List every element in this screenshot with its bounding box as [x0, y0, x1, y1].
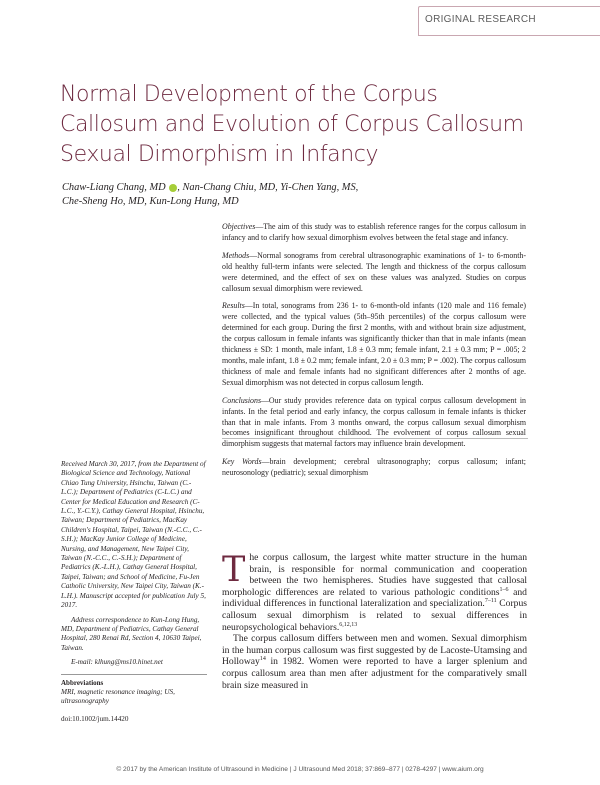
methods-label: Methods — [222, 250, 250, 260]
authors-line2: Che-Sheng Ho, MD, Kun-Long Hung, MD — [62, 196, 239, 207]
abbreviations-text: MRI, magnetic resonance imaging; US, ultrasonography — [61, 687, 175, 706]
received-info: Received March 30, 2017, from the Department of Biological Science and Technology, National Chiao Tung University, Hsinchu, Taiwan (C.-L.C.); Department of Pediatrics (C-L.C.) and Center for Medical Education and Research (C-L.C., Y.-C.Y.), Cathay General Hospital, Hsinchu, Taiwan; Department of Pediatrics, MacKay Children's Hospital, Taipei, Taiwan (N.-C.C., C.-S.H.); MacKay Junior College of Medicine, Nursing, and Management, New Taipei City, Taiwan (N.-C.C., C.-S.H.); Department of Pediatrics (K.-L.H.), Cathay General Hospital, Taipei, Taiwan; and School of Medicine, Fu-Jen Catholic University, New Taipei City, Taiwan (K.-L.H.). Manuscript accepted for publication July 5, 2017. — [61, 460, 206, 610]
article-info-sidebar — [61, 460, 207, 724]
conclusions-text: —Our study provides reference data on typical corpus callosum development in infants. In the fetal period and early infancy, the corpus callosum in female infants is thicker than that in male infants. From 3 months onward, the corpus callosum sexual dimorphism becomes insignificant throughout childhood. The evolvement of corpus callosum sexual dimorphism suggests that maternal factors may influence brain development. — [222, 395, 526, 449]
results-label: Results — [222, 301, 245, 311]
keywords-label: Key Words — [222, 457, 262, 467]
abstract-divider — [222, 438, 528, 439]
abstract-results — [222, 301, 526, 388]
abstract-conclusions — [222, 396, 526, 451]
correspondence-info: Address correspondence to Kun-Long Hung, MD, Department of Pediatrics, Cathay General Hospital, 280 Renai Rd, Section 4, 10630 Taipei, Taiwan. — [61, 615, 202, 652]
abstract — [222, 222, 526, 486]
abstract-objectives — [222, 222, 526, 244]
objectives-label: Objectives — [222, 222, 256, 231]
abstract-keywords — [222, 457, 526, 479]
citation-ref[interactable]: 1–6 — [499, 586, 509, 593]
keywords-text: —brain development; cerebral ultrasonography; corpus callosum; infant; neurosonology (pediatric); sexual dimorphism — [222, 457, 527, 478]
body-p1-part-b: and individual differences in functional lateralization and specialization. — [222, 586, 527, 610]
first-author: Chaw-Liang Chang, MD — [62, 182, 166, 193]
body-p2-part-a: The corpus callosum differs between men and women. Sexual dimorphism in the human corpus callosum was first suggested by de Lacoste-Utamsing and Holloway — [222, 633, 527, 668]
doi[interactable]: doi:10.1002/jum.14420 — [61, 714, 129, 723]
abstract-methods — [222, 251, 526, 295]
body-p1-part-c: Corpus callosum sexual dimorphism is related to sexual differences in neuropsychological behaviors. — [222, 598, 528, 633]
conclusions-label: Conclusions — [222, 395, 262, 405]
sidebar-divider — [61, 674, 207, 675]
authors-line1: , Nan-Chang Chiu, MD, Yi-Chen Yang, MS, — [177, 182, 359, 193]
section-label: ORIGINAL RESEARCH — [425, 14, 536, 25]
body-paragraph-1 — [222, 552, 527, 633]
abbreviations-heading: Abbreviations — [61, 678, 104, 687]
correspondence-email[interactable]: E-mail: klhung@ms10.hinet.net — [71, 658, 163, 667]
page-footer: © 2017 by the American Institute of Ultrasound in Medicine | J Ultrasound Med 2018; 37:869–877 | 0278-4297 | www.aium.org — [116, 766, 484, 773]
body-paragraph-2 — [222, 633, 527, 691]
objectives-text: —The aim of this study was to establish reference ranges for the corpus callosum in infancy and to clarify how sexual dimorphism evolves between the fetal stage and infancy. — [222, 222, 526, 242]
body-text — [222, 552, 527, 691]
author-list — [62, 181, 482, 209]
citation-ref[interactable]: 7–11 — [484, 598, 497, 605]
results-text: —In total, sonograms from 236 1- to 6-month-old infants (120 male and 116 female) were collected, and the typical values (5th–95th percentiles) of the corpus callosum were determined for each group. During the first 2 months, with and without brain size adjustment, the corpus callosum in female infants was significantly thicker than that in male infants (mean thickness ± SD: 1 month, male infant, 1.8 ± 0.3 mm; female infant, 2.1 ± 0.3 mm; P = .005; 2 months, male infant, 1.8 ± 0.2 mm; female infant, 2.0 ± 0.3 mm; P = .002). The corpus callosum thickness of male and female infants had no significant differences after 2 months of age. Sexual dimorphism was not detected in corpus callosum length. — [222, 301, 526, 387]
citation-ref[interactable]: 14 — [259, 656, 266, 663]
article-title: Normal Development of the Corpus Callosum and Evolution of Corpus Callosum Sexual Dimorphism in Infancy — [60, 82, 524, 167]
citation-ref[interactable]: 6,12,13 — [339, 621, 358, 628]
drop-cap: T — [222, 550, 246, 590]
body-p1-part-a: he corpus callosum, the largest white matter structure in the human brain, is responsible for normal communication and cooperation between the two hemispheres. Studies have suggested that callosal morphologic differences are related to various pathologic conditions — [222, 552, 527, 598]
body-p2-part-b: in 1982. Women were reported to have a larger splenium and corpus callosum area than men after adjustment for the comparatively small brain size measured in — [222, 656, 527, 691]
methods-text: —Normal sonograms from cerebral ultrasonographic examinations of 1- to 6-month-old healthy full-term infants were selected. The length and thickness of the corpus callosum were determined, and the effect of sex on these values was analyzed. Studies on corpus callosum sexual dimorphism were reviewed. — [222, 250, 526, 293]
